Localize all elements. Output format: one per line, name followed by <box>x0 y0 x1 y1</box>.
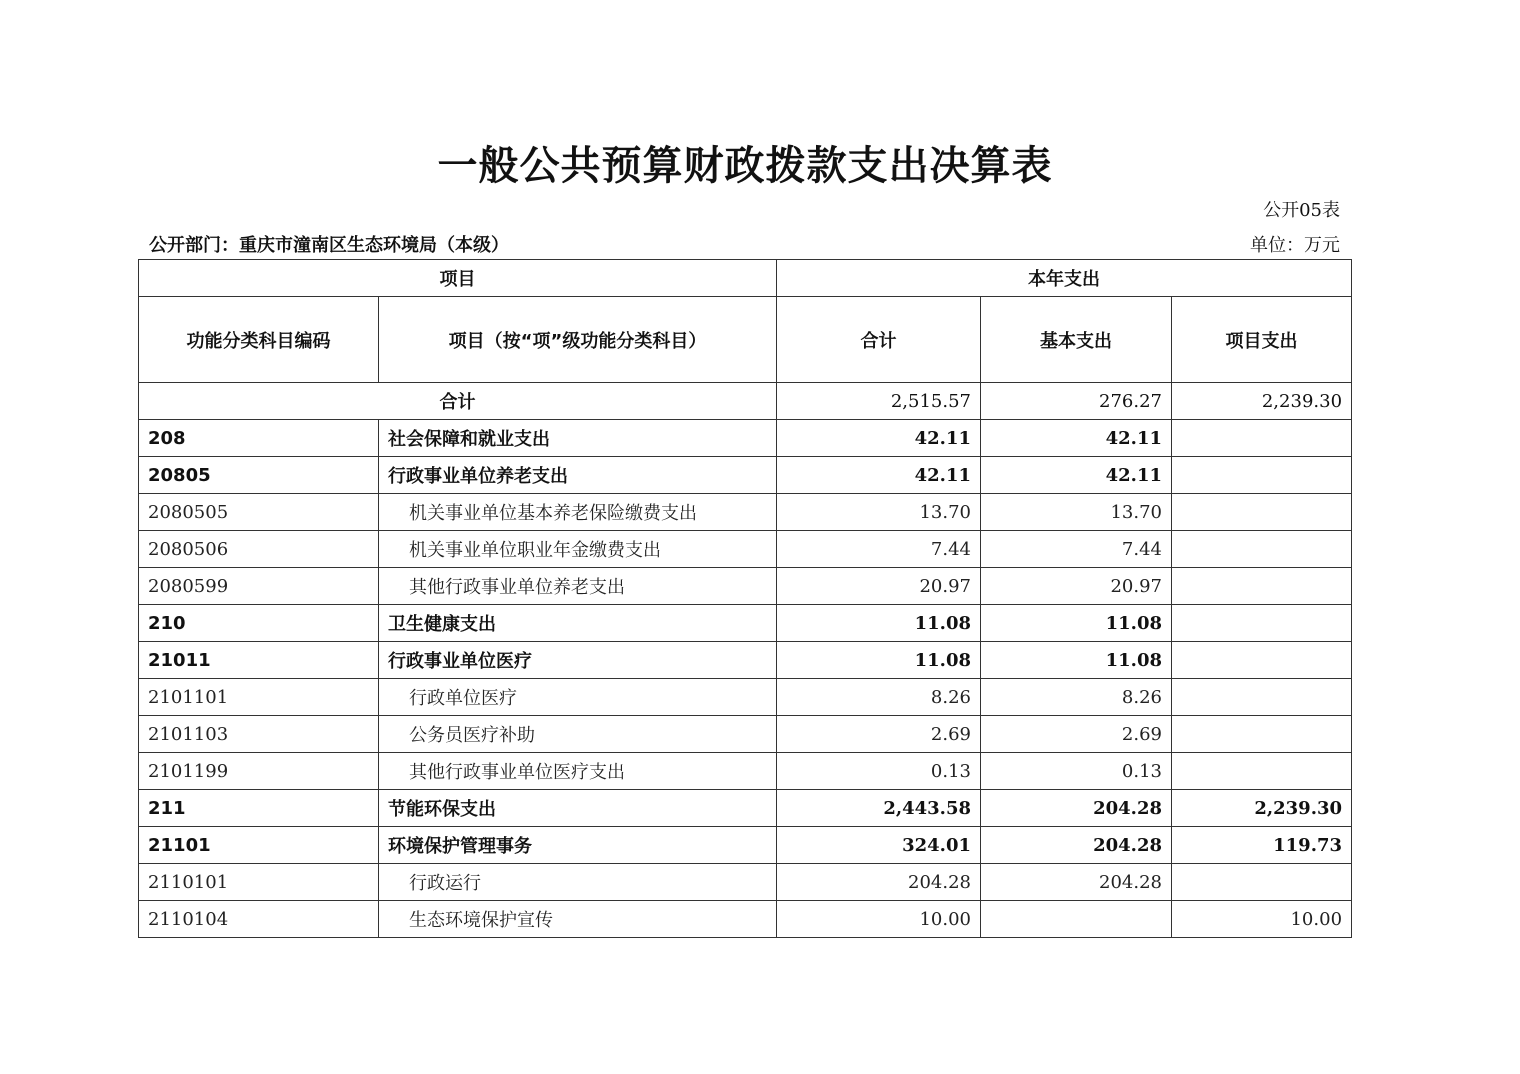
row-total: 10.00 <box>777 901 981 938</box>
row-basic: 42.11 <box>981 420 1172 457</box>
row-basic <box>981 901 1172 938</box>
table-row <box>139 568 1352 605</box>
column-header-name: 项目（按“项”级功能分类科目） <box>379 297 777 383</box>
row-total: 8.26 <box>777 679 981 716</box>
row-project <box>1172 457 1352 494</box>
table-row <box>139 716 1352 753</box>
table-row <box>139 864 1352 901</box>
form-number: 公开05表 <box>1263 200 1340 221</box>
row-project <box>1172 605 1352 642</box>
row-project <box>1172 753 1352 790</box>
row-total: 11.08 <box>777 605 981 642</box>
total-row-total: 2,515.57 <box>777 383 981 420</box>
header-group-item: 项目 <box>139 260 777 297</box>
row-basic: 20.97 <box>981 568 1172 605</box>
row-basic: 0.13 <box>981 753 1172 790</box>
row-basic: 42.11 <box>981 457 1172 494</box>
unit-label: 单位：万元 <box>1250 235 1340 256</box>
budget-table <box>138 259 1352 938</box>
row-basic: 13.70 <box>981 494 1172 531</box>
header-group-expense: 本年支出 <box>777 260 1352 297</box>
total-row <box>139 383 1352 420</box>
row-total: 42.11 <box>777 420 981 457</box>
row-total: 204.28 <box>777 864 981 901</box>
row-code: 21011 <box>139 642 379 679</box>
row-code: 208 <box>139 420 379 457</box>
row-project <box>1172 642 1352 679</box>
row-name: 环境保护管理事务 <box>379 827 777 864</box>
row-name: 行政事业单位医疗 <box>379 642 777 679</box>
table-row <box>139 679 1352 716</box>
row-name: 其他行政事业单位医疗支出 <box>379 753 777 790</box>
row-total: 7.44 <box>777 531 981 568</box>
row-project <box>1172 531 1352 568</box>
row-basic: 11.08 <box>981 642 1172 679</box>
row-code: 211 <box>139 790 379 827</box>
row-name: 公务员医疗补助 <box>379 716 777 753</box>
total-row-label: 合计 <box>139 383 777 420</box>
row-code: 20805 <box>139 457 379 494</box>
row-code: 21101 <box>139 827 379 864</box>
page-title: 一般公共预算财政拨款支出决算表 <box>437 142 1053 189</box>
row-code: 2080599 <box>139 568 379 605</box>
row-project <box>1172 679 1352 716</box>
row-name: 其他行政事业单位养老支出 <box>379 568 777 605</box>
row-project <box>1172 568 1352 605</box>
department-label: 公开部门：重庆市潼南区生态环境局（本级） <box>149 235 509 256</box>
row-code: 2080506 <box>139 531 379 568</box>
row-name: 社会保障和就业支出 <box>379 420 777 457</box>
row-total: 324.01 <box>777 827 981 864</box>
total-row-basic: 276.27 <box>981 383 1172 420</box>
row-total: 11.08 <box>777 642 981 679</box>
row-total: 2.69 <box>777 716 981 753</box>
row-code: 2101199 <box>139 753 379 790</box>
row-name: 卫生健康支出 <box>379 605 777 642</box>
row-project <box>1172 716 1352 753</box>
row-name: 行政单位医疗 <box>379 679 777 716</box>
row-project: 10.00 <box>1172 901 1352 938</box>
table-row <box>139 790 1352 827</box>
row-basic: 11.08 <box>981 605 1172 642</box>
column-header-basic: 基本支出 <box>981 297 1172 383</box>
row-total: 2,443.58 <box>777 790 981 827</box>
row-code: 2080505 <box>139 494 379 531</box>
row-code: 210 <box>139 605 379 642</box>
row-project <box>1172 420 1352 457</box>
row-project: 119.73 <box>1172 827 1352 864</box>
row-name: 生态环境保护宣传 <box>379 901 777 938</box>
row-basic: 7.44 <box>981 531 1172 568</box>
row-total: 42.11 <box>777 457 981 494</box>
table-row <box>139 642 1352 679</box>
row-basic: 204.28 <box>981 790 1172 827</box>
row-name: 机关事业单位基本养老保险缴费支出 <box>379 494 777 531</box>
row-code: 2110101 <box>139 864 379 901</box>
table-row <box>139 494 1352 531</box>
row-basic: 204.28 <box>981 864 1172 901</box>
table-row <box>139 420 1352 457</box>
column-header-project: 项目支出 <box>1172 297 1352 383</box>
total-row-project: 2,239.30 <box>1172 383 1352 420</box>
row-name: 行政事业单位养老支出 <box>379 457 777 494</box>
column-header-code: 功能分类科目编码 <box>139 297 379 383</box>
table-row <box>139 901 1352 938</box>
row-name: 行政运行 <box>379 864 777 901</box>
table-row <box>139 531 1352 568</box>
row-code: 2110104 <box>139 901 379 938</box>
row-code: 2101101 <box>139 679 379 716</box>
row-basic: 204.28 <box>981 827 1172 864</box>
row-project: 2,239.30 <box>1172 790 1352 827</box>
row-name: 机关事业单位职业年金缴费支出 <box>379 531 777 568</box>
row-total: 13.70 <box>777 494 981 531</box>
table-row <box>139 457 1352 494</box>
row-project <box>1172 494 1352 531</box>
row-project <box>1172 864 1352 901</box>
row-total: 20.97 <box>777 568 981 605</box>
row-basic: 8.26 <box>981 679 1172 716</box>
column-header-total: 合计 <box>777 297 981 383</box>
row-total: 0.13 <box>777 753 981 790</box>
header-row-columns <box>139 297 1352 383</box>
table-row <box>139 605 1352 642</box>
row-basic: 2.69 <box>981 716 1172 753</box>
header-row-groups <box>139 260 1352 297</box>
row-name: 节能环保支出 <box>379 790 777 827</box>
table-row <box>139 827 1352 864</box>
table-row <box>139 753 1352 790</box>
row-code: 2101103 <box>139 716 379 753</box>
